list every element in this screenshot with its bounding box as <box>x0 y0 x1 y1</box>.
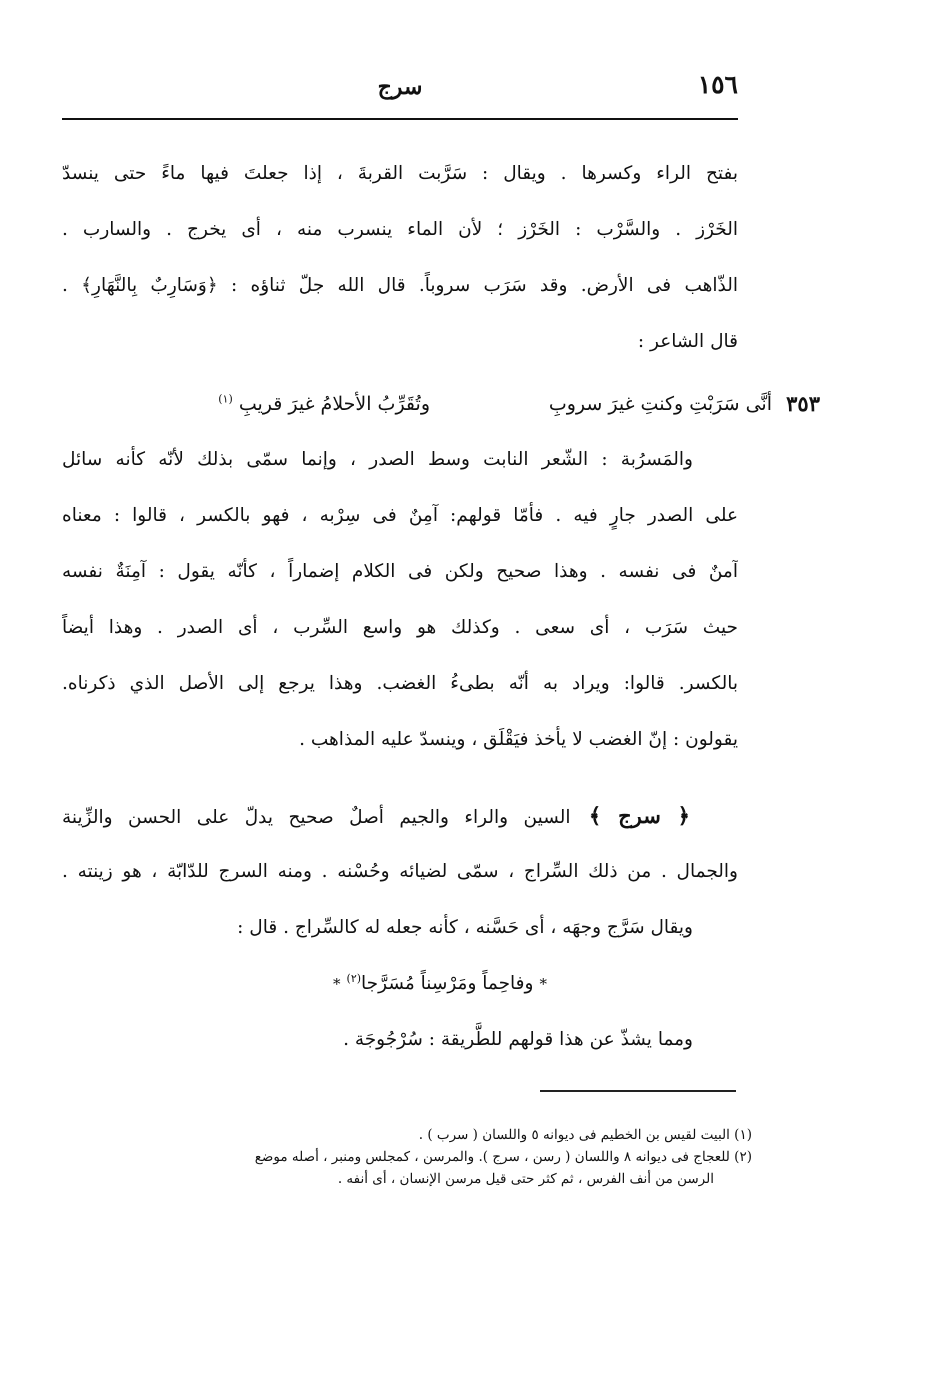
text-line: آمنٌ فى نفسه . وهذا صحيح ولكن فى الكلام إضماراً ، كأنّه يقول : آمِنَةٌ نفسه <box>62 561 738 582</box>
verse-first-hemistich: أنَّى سَرَبْتِ وكنتِ غيرَ سروبِ <box>548 393 772 415</box>
text-line: والجمال . من ذلك السِّراج ، سمّى لضيائه وحُسْنه . ومنه السرج للدّابّة ، هو زينته . <box>62 861 738 882</box>
verse-number: ٣٥٣ <box>786 391 820 416</box>
verse-second-hemistich <box>218 376 430 432</box>
text-line: على الصدر جارٍ فيه . فأمّا قولهم: آمِنٌ فى سِرْبه ، فهو بالكسر ، قالوا : معناه <box>62 505 738 526</box>
footnote-ref-2: (٢) <box>346 971 362 985</box>
text-line: حيث سَرَب ، أى سعى . وكذلك هو واسع السِّرب ، أى الصدر . وهذا أيضاً <box>62 617 738 638</box>
footnote-2: (٢) للعجاج فى ديوانه ٨ واللسان ( رسن ، سرج ). والمرسن ، كمجلس ومنبر ، أصله موضع <box>254 1149 752 1165</box>
entry-headword: ﴿ سرج ﴾ <box>588 803 690 828</box>
poetry-verse <box>62 376 820 432</box>
footnote-2-continued: الرسن من أنف الفرس ، ثم كثر حتى قيل مرسن الإنسان ، أى أنفه . <box>337 1171 714 1187</box>
footnote-rule <box>540 1090 736 1092</box>
star-ornament: * <box>333 975 341 993</box>
entry-first-line-text: السين والراء والجيم أصلٌ صحيح يدلّ على الحسن والزِّينة <box>62 807 571 828</box>
text-line: ومما يشذّ عن هذا قولهم للطَّريقة : سُرْجُوجَة . <box>343 1029 693 1050</box>
text-line: بفتح الراء وكسرها . ويقال : سَرَّبت القربةَ ، إذا جعلتَ فيها ماءً حتى ينسدّ <box>62 163 738 184</box>
footnote-ref-1: (١) <box>218 392 233 406</box>
page-header <box>62 70 738 110</box>
poet-intro: قال الشاعر : <box>637 331 738 352</box>
paragraph-sarab <box>62 146 738 370</box>
running-title: سرج <box>377 74 423 100</box>
text-line: بالكسر. قالوا: ويراد به أنّه بطىءُ الغضب. وهذا يرجع إلى الأصل الذي ذكرناه. <box>62 673 738 694</box>
rajaz-text: وفاحِماً ومَرْسِناً مُسَرَّجا <box>361 973 534 994</box>
page-number: ١٥٦ <box>697 70 738 99</box>
text-line: والمَسرُبة : الشّعر النابت وسط الصدر ، وإنما سمّى بذلك لأنّه كأنه سائل <box>62 449 693 470</box>
entry-first-line <box>62 788 738 844</box>
text-line: ويقال سَرَّج وجهَه ، أى حَسَّنه ، كأنه جعله له كالسِّراج . قال : <box>237 917 693 938</box>
header-rule <box>62 118 738 120</box>
text-line: يقولون : إنّ الغضب لا يأخذ فيَقْلَق ، وينسدّ عليه المذاهب . <box>299 729 738 750</box>
star-ornament: * <box>539 975 547 993</box>
entry-saraj <box>62 788 738 1068</box>
verse-second-text: وتُقَرِّبُ الأحلامُ غيرَ قريبِ <box>238 393 430 415</box>
text-line: الخَرْز . والسَّرْب : الخَرْز ؛ لأن الماء ينسرب منه ، أى يخرج . والسارب . <box>62 219 738 240</box>
text-line: الذّاهب فى الأرض. وقد سَرَب سروباً. قال الله جلّ ثناؤه : ﴿وَسَارِبٌ بِالنَّهَارِ﴾ . <box>62 275 738 296</box>
footnote-1: (١) البيت لقيس بن الخطيم فى ديوانه ٥ واللسان ( سرب ) . <box>418 1127 752 1143</box>
footnotes <box>56 1124 752 1190</box>
rajaz-verse <box>62 956 738 1012</box>
paragraph-masruba <box>62 432 738 768</box>
